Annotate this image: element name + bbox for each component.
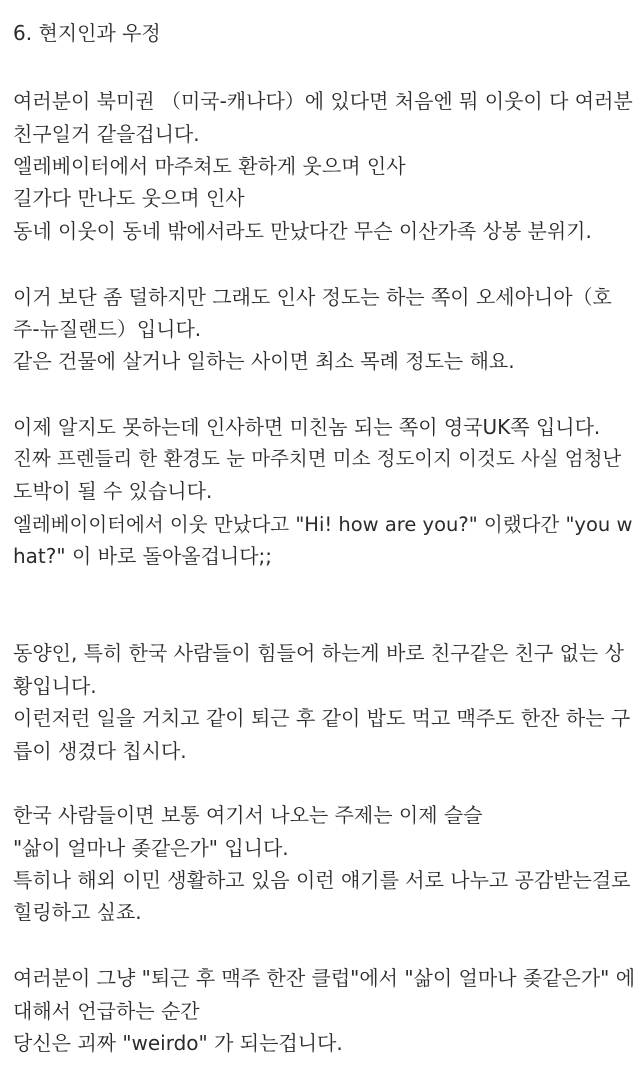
text-line: 이제 알지도 못하는데 인사하면 미친놈 되는 쪽이 영국UK쪽 입니다. <box>13 415 601 439</box>
text-line: 힐링하고 싶죠. <box>13 900 142 924</box>
text-line: 이런저런 일을 거치고 같이 퇴근 후 같이 밥도 먹고 맥주도 한잔 하는 구 <box>13 706 631 730</box>
text-line: 길가다 만나도 웃으며 인사 <box>13 186 245 210</box>
text-line: 여러분이 북미권 （미국-캐나다）에 있다면 처음엔 뭐 이웃이 다 여러분 <box>13 89 633 113</box>
text-line: 특히나 해외 이민 생활하고 있음 이런 얘기를 서로 나누고 공감받는걸로 <box>13 868 631 892</box>
text-line: 이거 보단 좀 덜하지만 그래도 인사 정도는 하는 쪽이 오세아니아（호 <box>13 285 612 309</box>
text-line: 주-뉴질랜드）입니다. <box>13 317 202 341</box>
text-line: 당신은 괴짜 "weirdo" 가 되는겁니다. <box>13 1031 343 1055</box>
text-line: 엘레베이터에서 마주쳐도 환하게 웃으며 인사 <box>13 154 406 178</box>
section-heading: 6. 현지인과 우정 <box>13 21 161 45</box>
text-line: hat?" 이 바로 돌아올겁니다;; <box>13 544 273 568</box>
text-line: 대해서 언급하는 순간 <box>13 999 200 1023</box>
text-line: "삶이 얼마나 좆같은가" 입니다. <box>13 836 289 860</box>
text-line: 도박이 될 수 있습니다. <box>13 479 213 503</box>
text-line: 진짜 프렌들리 한 환경도 눈 마주치면 미소 정도이지 이것도 사실 엄청난 <box>13 447 622 470</box>
text-line: 친구일거 같을겁니다. <box>13 122 200 146</box>
text-line: 한국 사람들이면 보통 여기서 나오는 주제는 이제 슬슬 <box>13 803 483 827</box>
text-line: 동네 이웃이 동네 밖에서라도 만났다간 무슨 이산가족 상봉 분위기. <box>13 219 592 243</box>
text-line: 엘레베이이터에서 이웃 만났다고 "Hi! how are you?" 이랬다간 "you w <box>13 513 633 536</box>
text-line: 릅이 생겼다 칩시다. <box>13 739 187 763</box>
text-line: 황입니다. <box>13 674 97 698</box>
text-line: 여러분이 그냥 "퇴근 후 맥주 한잔 클럽"에서 "삶이 얼마나 좆같은가" 에 <box>13 966 636 990</box>
text-line: 동양인, 특히 한국 사람들이 힘들어 하는게 바로 친구같은 친구 없는 상 <box>13 641 624 665</box>
text-line: 같은 건물에 살거나 일하는 사이면 최소 목례 정도는 해요. <box>13 349 515 373</box>
